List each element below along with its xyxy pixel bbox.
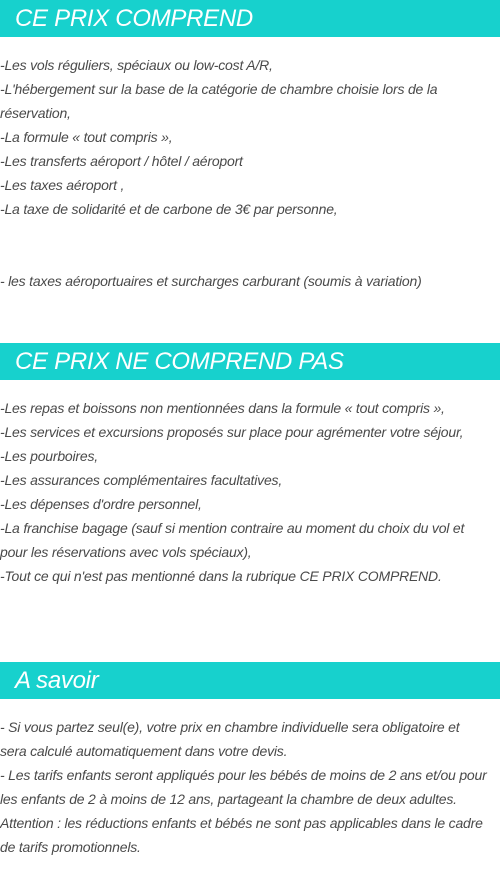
included-list bbox=[0, 53, 500, 221]
to-know-line: Attention : les réductions enfants et bébés ne sont pas applicables dans le cadre bbox=[0, 815, 483, 831]
excluded-section-title: CE PRIX NE COMPREND PAS bbox=[0, 343, 500, 380]
to-know-line: de tarifs promotionnels. bbox=[0, 839, 141, 855]
to-know-list bbox=[0, 715, 500, 859]
to-know-line: - Si vous partez seul(e), votre prix en chambre individuelle sera obligatoire et bbox=[0, 719, 460, 735]
excluded-line: -Les repas et boissons non mentionnées dans la formule « tout compris », bbox=[0, 400, 445, 416]
excluded-line: -Les dépenses d'ordre personnel, bbox=[0, 496, 202, 512]
included-line: -Les transferts aéroport / hôtel / aéroport bbox=[0, 153, 243, 169]
included-line: réservation, bbox=[0, 105, 71, 121]
excluded-line: -La franchise bagage (sauf si mention contraire au moment du choix du vol et bbox=[0, 520, 465, 536]
excluded-line: -Les pourboires, bbox=[0, 448, 98, 464]
included-line: -Les vols réguliers, spéciaux ou low-cost A/R, bbox=[0, 57, 273, 73]
to-know-line: - Les tarifs enfants seront appliqués pour les bébés de moins de 2 ans et/ou pour bbox=[0, 767, 487, 783]
included-line: -La formule « tout compris », bbox=[0, 129, 173, 145]
included-section-title: CE PRIX COMPREND bbox=[0, 0, 500, 37]
to-know-section-title: A savoir bbox=[0, 662, 500, 699]
included-line: -La taxe de solidarité et de carbone de 3€ par personne, bbox=[0, 201, 338, 217]
included-line: -L'hébergement sur la base de la catégorie de chambre choisie lors de la bbox=[0, 81, 438, 97]
excluded-line: -Les assurances complémentaires facultatives, bbox=[0, 472, 283, 488]
excluded-line: -Les services et excursions proposés sur place pour agrémenter votre séjour, bbox=[0, 424, 464, 440]
excluded-line: -Tout ce qui n'est pas mentionné dans la rubrique CE PRIX COMPREND. bbox=[0, 568, 442, 584]
excluded-line: pour les réservations avec vols spéciaux), bbox=[0, 544, 252, 560]
to-know-line: sera calculé automatiquement dans votre devis. bbox=[0, 743, 288, 759]
excluded-list bbox=[0, 396, 500, 588]
to-know-line: les enfants de 2 à moins de 12 ans, partageant la chambre de deux adultes. bbox=[0, 791, 457, 807]
included-line: -Les taxes aéroport , bbox=[0, 177, 125, 193]
included-note: - les taxes aéroportuaires et surcharges carburant (soumis à variation) bbox=[0, 273, 422, 289]
